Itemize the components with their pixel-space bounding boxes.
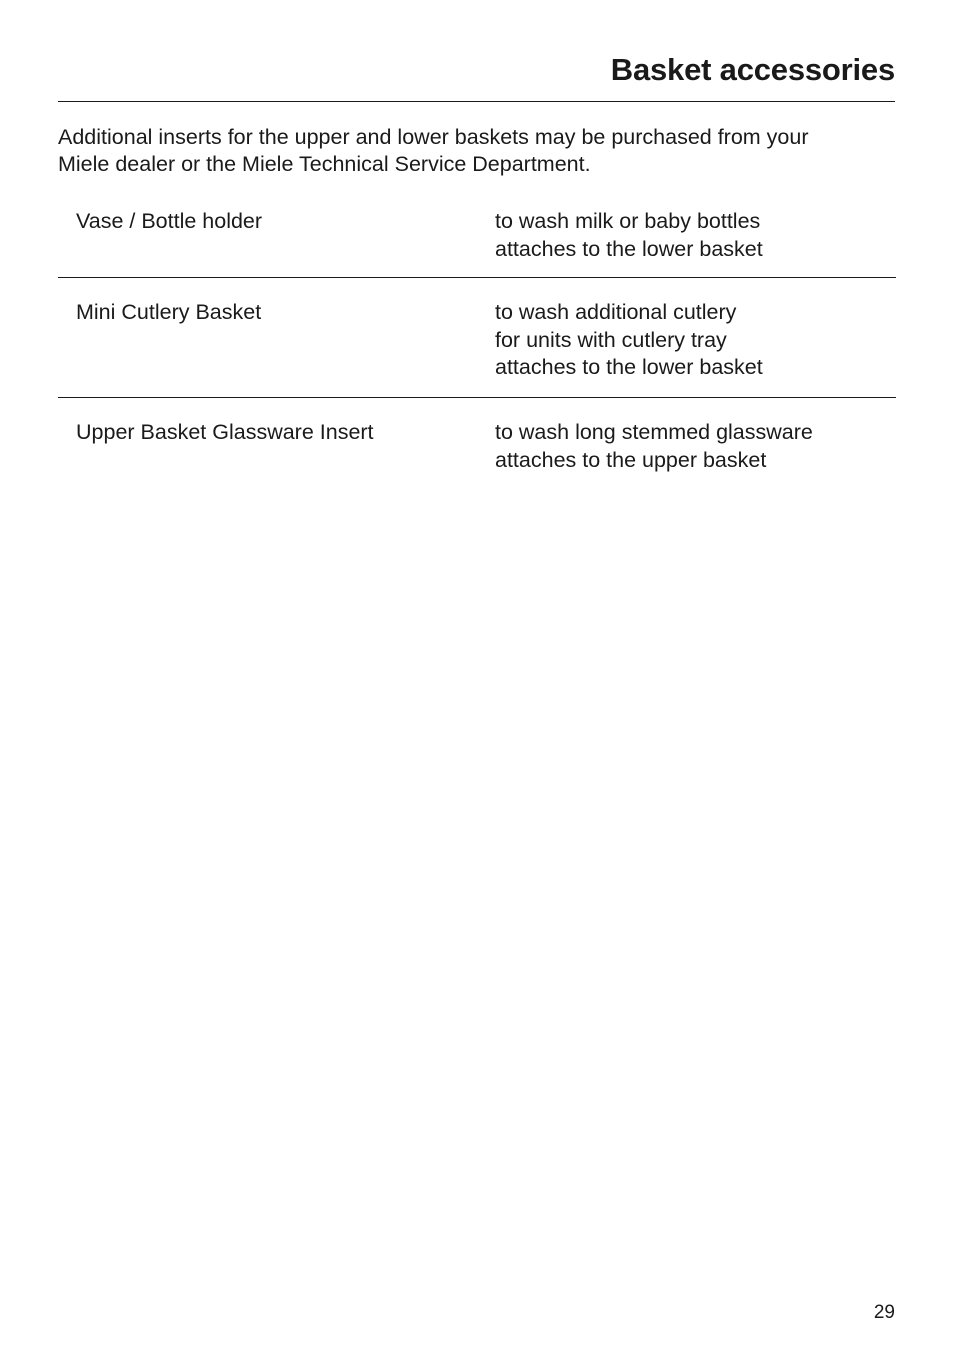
page-title: Basket accessories [610,52,895,87]
accessory-description [495,299,895,382]
accessory-row-vase-bottle-holder [58,206,896,278]
accessory-description [495,419,895,474]
accessory-name: Upper Basket Glassware Insert [76,420,374,444]
accessory-description [495,208,895,263]
accessory-description-line: for units with cutlery tray [495,327,727,352]
title-divider [58,101,895,102]
page-number: 29 [873,1302,895,1323]
accessory-description-line: to wash long stemmed glassware [495,420,813,444]
accessory-name: Vase / Bottle holder [76,209,263,233]
intro-line-1: Additional inserts for the upper and lower baskets may be purchased from your [58,125,809,149]
intro-line-2: Miele dealer or the Miele Technical Service Department. [58,152,591,176]
accessory-description-line: to wash milk or baby bottles [495,209,761,233]
intro-paragraph [58,124,898,178]
accessory-row-mini-cutlery-basket [58,278,896,398]
accessories-table [58,206,896,488]
accessory-name: Mini Cutlery Basket [76,300,262,324]
accessory-description-line: attaches to the lower basket [495,236,763,261]
accessory-description-line: to wash additional cutlery [495,300,737,324]
accessory-description-line: attaches to the upper basket [495,447,767,472]
accessory-row-upper-basket-glassware-insert [58,398,896,488]
accessory-description-line: attaches to the lower basket [495,355,763,379]
